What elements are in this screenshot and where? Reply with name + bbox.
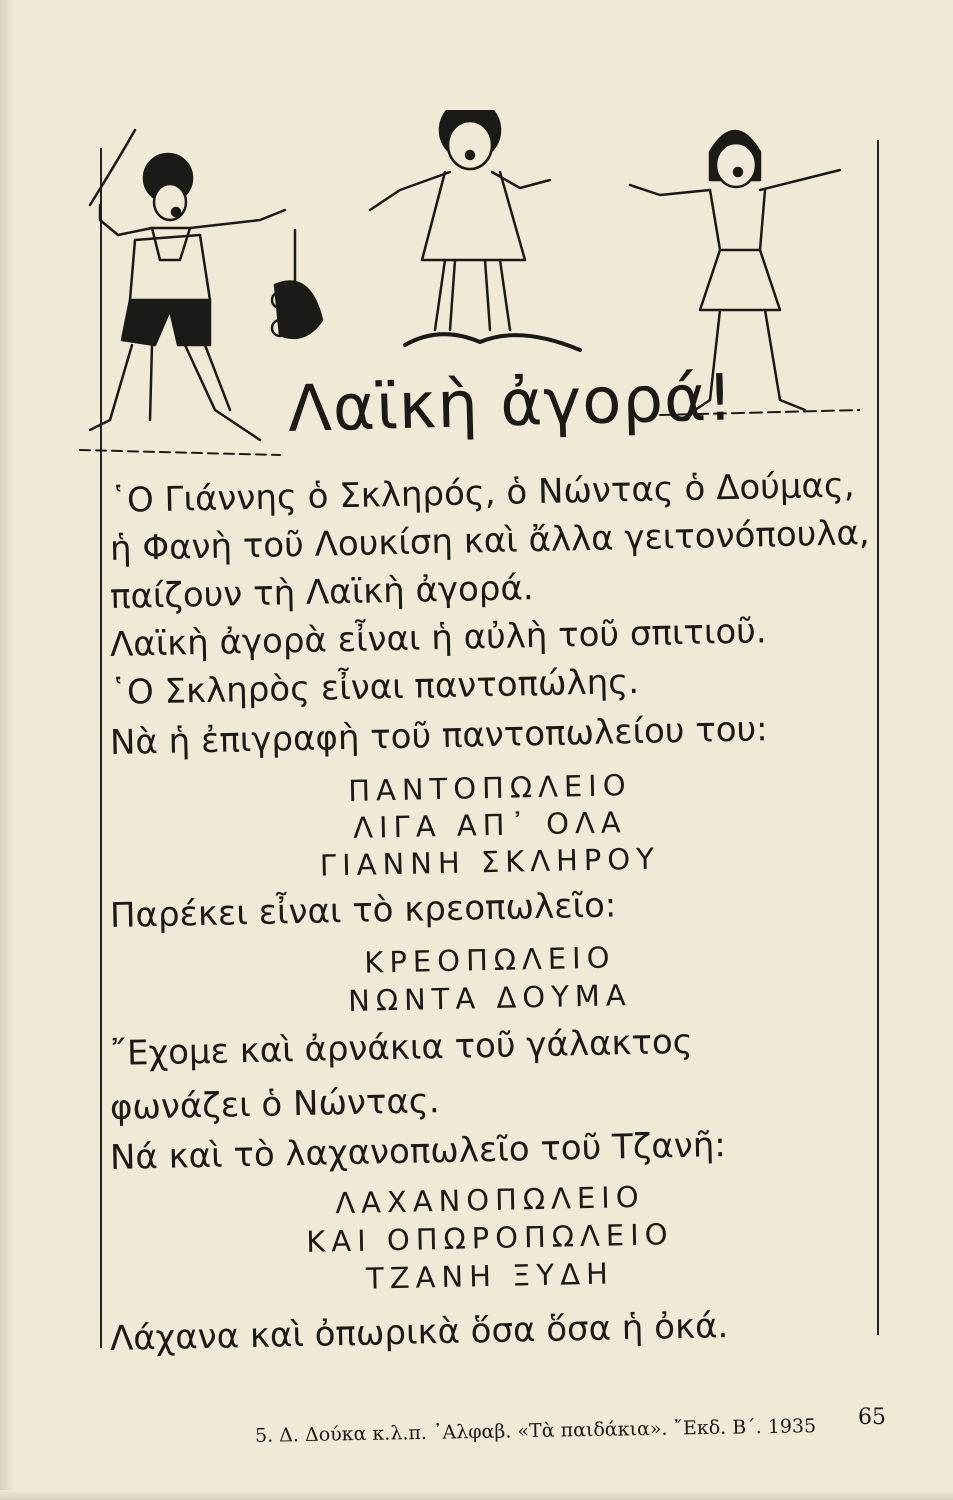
girl-figure-middle <box>370 110 580 350</box>
grocery-sign-line: ΛΙΓΑ ΑΠ᾽ ΟΛΑ <box>352 805 627 845</box>
butcher-sign-line: ΝΩΝΤΑ ΔΟΥΜΑ <box>347 978 633 1019</box>
paragraph-line: Νὰ ἡ ἐπιγραφὴ τοῦ παντοπωλείου του: <box>109 709 769 763</box>
page-number: 65 <box>858 1405 886 1430</box>
paragraph-line: Λάχανα καὶ ὀπωρικὰ ὅσα ὅσα ἡ ὀκά. <box>109 1306 729 1359</box>
paragraph-line: παίζουν τὴ Λαϊκὴ ἀγορά. <box>109 568 535 617</box>
boy-figure <box>80 130 285 455</box>
butcher-sign-line: ΚΡΕΟΠΩΛΕΙΟ <box>363 940 616 980</box>
hanging-item <box>272 230 322 338</box>
greengrocer-sign-line: ΚΑΙ ΟΠΩΡΟΠΩΛΕΙΟ <box>305 1217 674 1259</box>
paragraph-line: Παρέκει εἶναι τὸ κρεοπωλεῖο: <box>109 885 617 936</box>
page-shadow-left <box>0 0 14 1500</box>
paragraph-line: ῎Εχομε καὶ ἀρνάκια τοῦ γάλακτος <box>109 1021 694 1074</box>
frame-rule-right <box>877 140 879 1335</box>
grocery-sign-line: ΠΑΝΤΟΠΩΛΕΙΟ <box>347 768 632 809</box>
source-footnote: 5. Δ. Δούκα κ.λ.π. ᾽Αλφαβ. «Τὰ παιδάκια». ῎Εκδ. Β΄. 1935 <box>254 1415 817 1447</box>
greengrocer-sign-line: ΤΖΑΝΗ ΞΥΔΗ <box>365 1256 615 1296</box>
paragraph-line: Νά καὶ τὸ λαχανοπωλεῖο τοῦ Τζανῆ: <box>109 1125 727 1178</box>
paragraph-line: ἡ Φανὴ τοῦ Λουκίση καὶ ἄλλα γειτονόπουλα, <box>109 513 871 569</box>
greengrocer-sign-line: ΛΑΧΑΝΟΠΩΛΕΙΟ <box>334 1179 645 1221</box>
paragraph-line: φωνάζει ὁ Νώντας. <box>109 1081 440 1128</box>
paragraph-line: ῾Ο Σκληρὸς εἶναι παντοπώλης. <box>109 661 640 713</box>
paragraph-line: ῾Ο Γιάννης ὁ Σκληρός, ὁ Νώντας ὁ Δούμας, <box>109 465 856 521</box>
lesson-title: Λαϊκὴ ἀγορά! <box>287 361 735 447</box>
page-shadow-bottom <box>0 1490 953 1500</box>
paragraph-line: Λαϊκὴ ἀγορὰ εἶναι ἡ αὐλὴ τοῦ σπιτιοῦ. <box>109 611 768 665</box>
grocery-sign-line: ΓΙΑΝΝΗ ΣΚΛΗΡΟΥ <box>319 841 661 883</box>
